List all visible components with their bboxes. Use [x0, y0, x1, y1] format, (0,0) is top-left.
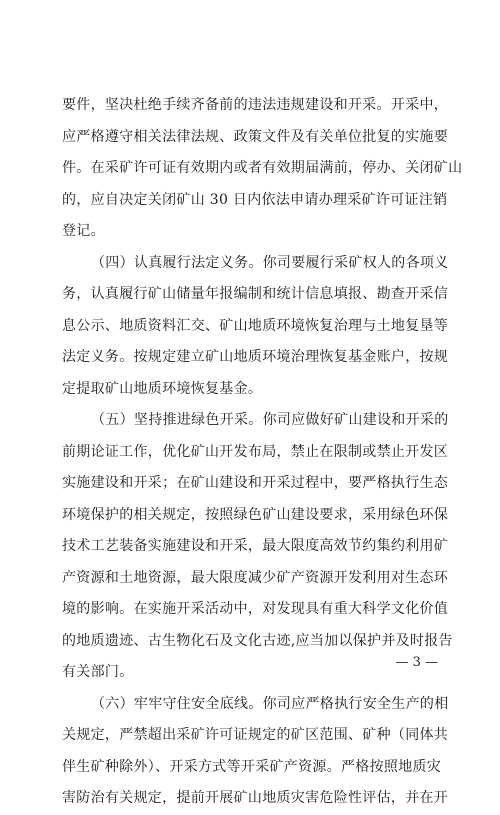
text-line: 境的影响。在实施开采活动中，对发现具有重大科学文化价值	[62, 601, 449, 617]
text-line: 害防治有关规定，提前开展矿山地质灾害危险性评估，并在开	[62, 790, 449, 806]
text-line: 登记。	[62, 223, 105, 239]
text-line: 有关部门。	[62, 664, 134, 680]
section-five-heading-line: （五）坚持推进绿色开采。你司应做好矿山建设和开采的	[91, 412, 449, 428]
text-line: 实施建设和开采；在矿山建设和开采过程中，要严格执行生态	[62, 475, 449, 491]
page-number: — 3 —	[395, 655, 438, 670]
text-line: 的地质遗迹、古生物化石及文化古迹,应当加以保护并及时报告	[62, 632, 453, 649]
text-line: 定提取矿山地质环境恢复基金。	[62, 380, 263, 397]
text-line: 产资源和土地资源，最大限度减少矿产资源开发利用对生态环	[62, 569, 449, 586]
text-line: 关规定，严禁超出采矿许可证规定的矿区范围、矿种（同体共	[62, 727, 449, 743]
text-line: 件。在采矿许可证有效期内或者有效期届满前，停办、关闭矿山	[62, 160, 463, 176]
text-line: 的，应自决定关闭矿山 30 日内依法申请办理采矿许可证注销	[62, 191, 448, 208]
text-line: 务，认真履行矿山储量年报编制和统计信息填报、勘查开采信	[62, 286, 449, 302]
text-line: 息公示、地质资料汇交、矿山地质环境恢复治理与土地复垦等	[62, 317, 449, 334]
text-line: 前期论证工作，优化矿山开发布局，禁止在限制或禁止开发区	[62, 443, 449, 460]
text-line: 伴生矿种除外）、开采方式等开采矿产资源。严格按照地质灾	[62, 758, 442, 775]
text-line: 法定义务。按规定建立矿山地质环境治理恢复基金账户，按规	[62, 349, 449, 365]
section-six-heading-line: （六）牢牢守住安全底线。你司应严格执行安全生产的相	[91, 695, 449, 712]
text-line: 技术工艺装备实施建设和开采，最大限度高效节约集约利用矿	[62, 538, 449, 554]
text-line: 环境保护的相关规定，按照绿色矿山建设要求，采用绿色环保	[62, 506, 449, 523]
section-four-heading-line: （四）认真履行法定义务。你司要履行采矿权人的各项义	[91, 254, 449, 271]
text-line: 要件，坚决杜绝手续齐备前的违法违规建设和开采。开采中，	[62, 97, 449, 113]
text-line: 应严格遵守相关法律法规、政策文件及有关单位批复的实施要	[62, 128, 449, 145]
